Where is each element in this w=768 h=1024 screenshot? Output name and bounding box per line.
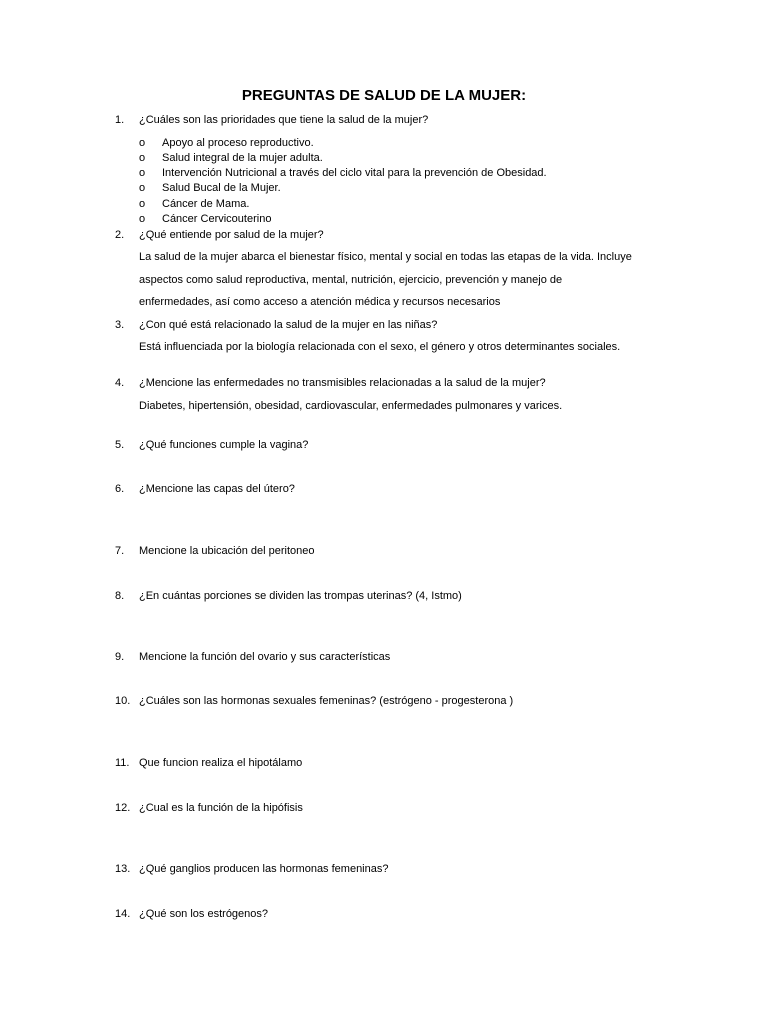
bullet-item: Cáncer Cervicouterino (162, 213, 272, 225)
document-title: PREGUNTAS DE SALUD DE LA MUJER: (241, 87, 527, 104)
bullet-item: Cáncer de Mama. (162, 198, 250, 210)
question-number: 10. (115, 695, 131, 707)
question-text: Que funcion realiza el hipotálamo (139, 757, 303, 769)
question-number: 5. (115, 439, 125, 451)
bullet-marker: o (139, 167, 146, 179)
bullet-item: Salud Bucal de la Mujer. (162, 182, 281, 194)
question-number: 4. (115, 377, 125, 389)
bullet-marker: o (139, 152, 146, 164)
bullet-item: Apoyo al proceso reproductivo. (162, 137, 314, 149)
question-number: 14. (115, 908, 131, 920)
question-number: 7. (115, 545, 125, 557)
answer-line: Diabetes, hipertensión, obesidad, cardiovascular, enfermedades pulmonares y varices. (139, 400, 563, 412)
question-text: Mencione la función del ovario y sus características (139, 651, 391, 663)
question-text: Mencione la ubicación del peritoneo (139, 545, 315, 557)
answer-line: La salud de la mujer abarca el bienestar físico, mental y social en todas las etapas de la vida. Incluye (139, 251, 632, 263)
question-text: ¿Qué funciones cumple la vagina? (139, 439, 309, 451)
question-text: ¿En cuántas porciones se dividen las trompas uterinas? (4, Istmo) (139, 590, 462, 602)
question-number: 6. (115, 483, 125, 495)
question-number: 2. (115, 229, 125, 241)
bullet-item: Intervención Nutricional a través del ciclo vital para la prevención de Obesidad. (162, 167, 547, 179)
question-number: 9. (115, 651, 125, 663)
bullet-marker: o (139, 213, 146, 225)
question-text: ¿Qué entiende por salud de la mujer? (139, 229, 324, 241)
question-number: 8. (115, 590, 125, 602)
answer-line: Está influenciada por la biología relacionada con el sexo, el género y otros determinantes sociales. (139, 341, 621, 353)
question-text: ¿Mencione las enfermedades no transmisibles relacionadas a la salud de la mujer? (139, 377, 546, 389)
question-number: 11. (115, 757, 130, 769)
question-number: 12. (115, 802, 131, 814)
question-text: ¿Mencione las capas del útero? (139, 483, 295, 495)
question-text: ¿Qué ganglios producen las hormonas femeninas? (139, 863, 389, 875)
question-number: 13. (115, 863, 131, 875)
answer-line: enfermedades, así como acceso a atención médica y recursos necesarios (139, 296, 501, 308)
question-text: ¿Cuáles son las prioridades que tiene la salud de la mujer? (139, 114, 429, 126)
bullet-marker: o (139, 182, 146, 194)
answer-line: aspectos como salud reproductiva, mental, nutrición, ejercicio, prevención y manejo de (139, 274, 563, 286)
bullet-item: Salud integral de la mujer adulta. (162, 152, 323, 164)
bullet-marker: o (139, 137, 146, 149)
question-number: 1. (115, 114, 125, 126)
question-text: ¿Qué son los estrógenos? (139, 908, 269, 920)
question-number: 3. (115, 319, 125, 331)
question-text: ¿Cual es la función de la hipófisis (139, 802, 303, 814)
question-text: ¿Con qué está relacionado la salud de la mujer en las niñas? (139, 319, 438, 331)
question-text: ¿Cuáles son las hormonas sexuales femeninas? (estrógeno - progesterona ) (139, 695, 514, 707)
bullet-marker: o (139, 198, 146, 210)
